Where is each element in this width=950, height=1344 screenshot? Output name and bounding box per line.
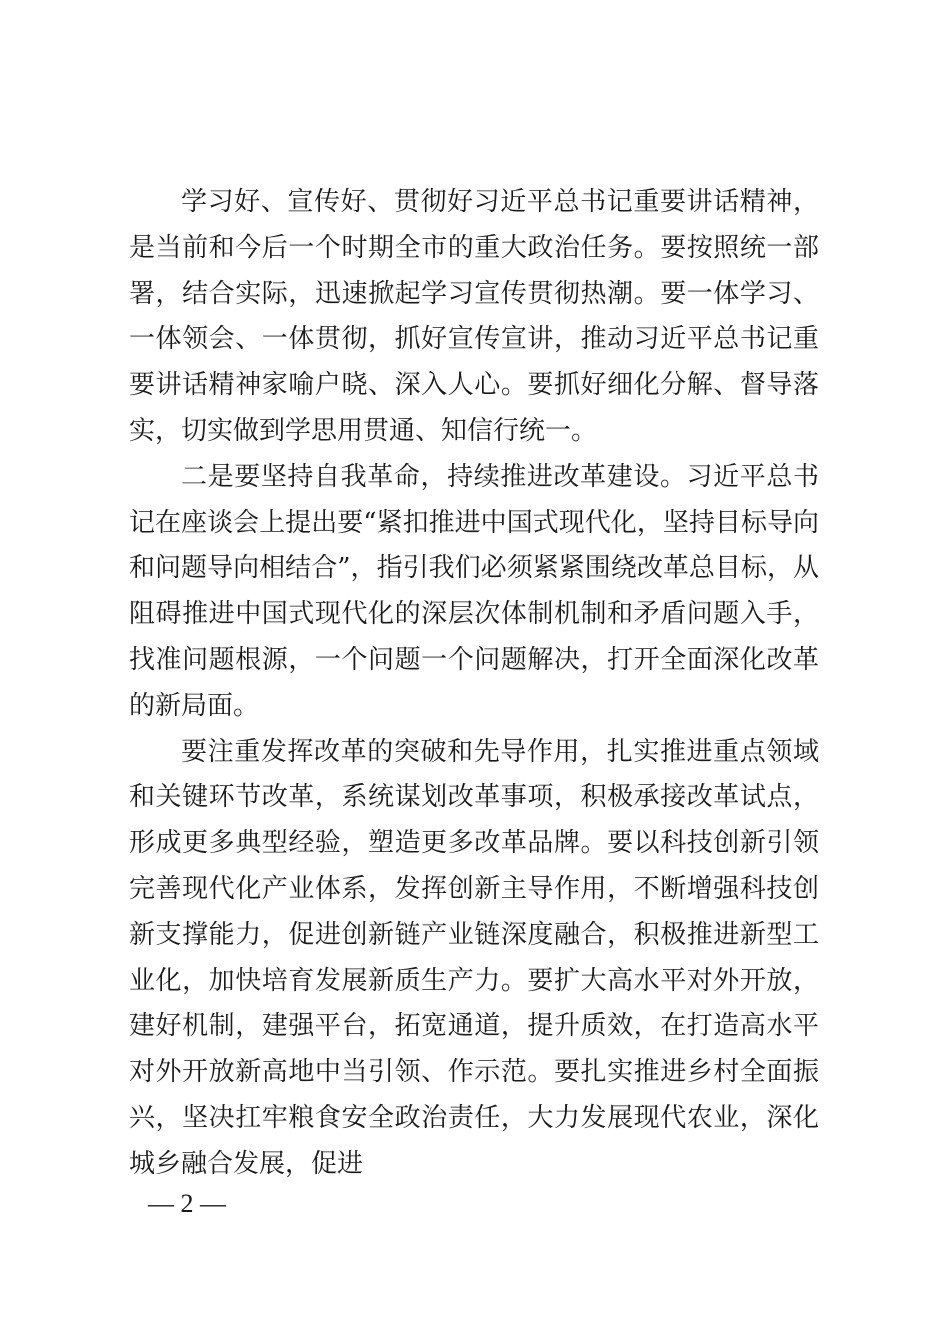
paragraph-3: 要注重发挥改革的突破和先导作用，扎实推进重点领域和关键环节改革，系统谋划改革事项，积极承接改革试点，形成更多典型经验，塑造更多改革品牌。要以科技创新引领完善现代化产业体系，发挥创新主导作用，不断增强科技创新支撑能力，促进创新链产业链深度融合，积极推进新型工业化，加快培育发展新质生产力。要扩大高水平对外开放，建好机制，建强平台，拓宽通道，提升质效，在打造高水平对外开放新高地中当引领、作示范。要扎实推进乡村全面振兴，坚决扛牢粮食安全政治责任，大力发展现代农业，深化城乡融合发展，促进 [129,736,819,1179]
paragraph-1: 学习好、宣传好、贯彻好习近平总书记重要讲话精神，是当前和今后一个时期全市的重大政治任务。要按照统一部署，结合实际，迅速掀起学习宣传贯彻热潮。要一体学习、一体领会、一体贯彻，抓好宣传宣讲，推动习近平总书记重要讲话精神家喻户晓、深入人心。要抓好细化分解、督导落实，切实做到学思用贯通、知信行统一。 [129,187,819,446]
document-body [129,180,819,1188]
page-number: — 2 — [148,1189,226,1218]
paragraph-2: 二是要坚持自我革命，持续推进改革建设。习近平总书记在座谈会上提出要“紧扣推进中国式现代化，坚持目标导向和问题导向相结合”，指引我们必须紧紧围绕改革总目标，从阻碍推进中国式现代化的深层次体制机制和矛盾问题入手，找准问题根源，一个问题一个问题解决，打开全面深化改革的新局面。 [129,461,819,721]
